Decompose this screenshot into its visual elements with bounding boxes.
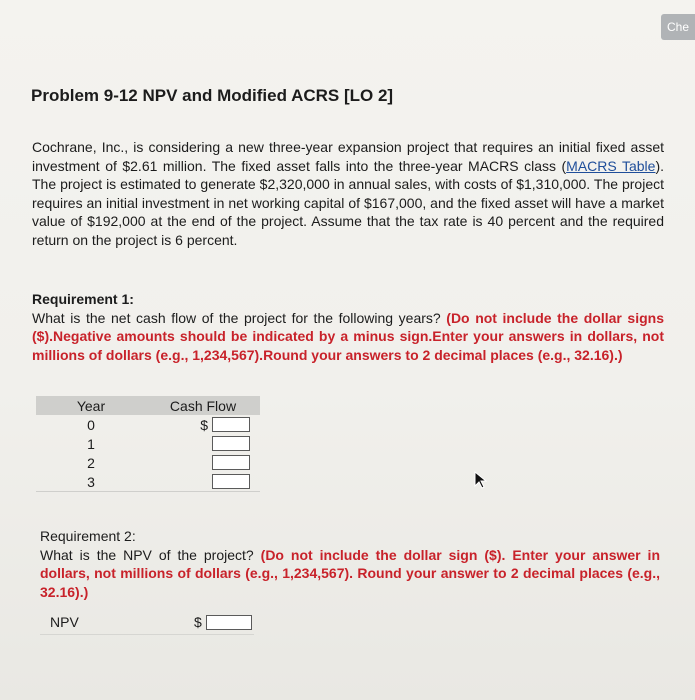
requirement-2-instruction: (Do not include the dollar sign ($). Enter your answer in dollars, not millions of dollars (e.g., 1,234,567). Round your answer to 2 decimal places (e.g., 32.16).)	[40, 546, 660, 600]
problem-statement	[32, 138, 664, 249]
requirement-1-instruction: (Do not include the dollar signs ($).Negative amounts should be indicated by a minus sign.Enter your answers in dollars, not millions of dollars (e.g., 1,234,567).Round your answers to 2 decimal places (e.g., 32.16).)	[32, 309, 664, 363]
requirement-1-question: What is the net cash flow of the project for the following years?	[32, 309, 441, 326]
year-cell: 0	[87, 416, 95, 433]
table-row	[36, 415, 260, 434]
year-cell: 3	[36, 472, 146, 492]
currency-symbol: $	[200, 416, 208, 433]
npv-input[interactable]	[206, 615, 252, 630]
requirement-1-text	[32, 309, 664, 365]
table-row	[36, 434, 260, 453]
year-cell: 2	[87, 454, 95, 471]
problem-title: Problem 9-12 NPV and Modified ACRS [LO 2]	[31, 86, 394, 105]
requirement-1-heading: Requirement 1:	[32, 291, 134, 307]
npv-field	[194, 614, 252, 630]
mouse-pointer-icon	[474, 471, 488, 489]
cash-flow-input-year-1[interactable]	[212, 436, 250, 451]
currency-symbol: $	[194, 614, 202, 630]
table-row	[36, 453, 260, 472]
requirement-2	[40, 527, 660, 601]
npv-row	[40, 612, 254, 635]
year-column-header: Year	[36, 396, 146, 415]
cash-flow-input-year-0[interactable]	[212, 417, 250, 432]
check-my-work-button[interactable]: Che	[661, 14, 695, 40]
problem-body-part2: ). The project is estimated to generate $2,320,000 in annual sales, with costs of $1,310,000. The project requires an initial investment in net working capital of $167,000, and the fixed asset will have a market value of $192,000 at the end of the project. Assume that the tax rate is 40 percent and the required return on the project is 6 percent.	[32, 157, 665, 248]
year-cell: 1	[87, 435, 95, 452]
cash-flow-column-header: Cash Flow	[146, 396, 260, 415]
requirement-2-text	[40, 546, 660, 602]
npv-label: NPV	[50, 614, 79, 630]
cash-flow-table	[36, 396, 260, 492]
requirement-1	[32, 290, 664, 364]
requirement-2-heading: Requirement 2:	[40, 528, 136, 544]
problem-body-part1: Cochrane, Inc., is considering a new three-year expansion project that requires an initial fixed asset investment of $2.61 million. The fixed asset falls into the three-year MACRS class (	[32, 139, 664, 174]
requirement-2-question: What is the NPV of the project?	[40, 546, 254, 563]
table-row	[36, 472, 260, 492]
macrs-table-link[interactable]: MACRS Table	[566, 157, 656, 174]
cash-flow-input-year-2[interactable]	[212, 455, 250, 470]
cash-flow-input-year-3[interactable]	[212, 474, 250, 489]
